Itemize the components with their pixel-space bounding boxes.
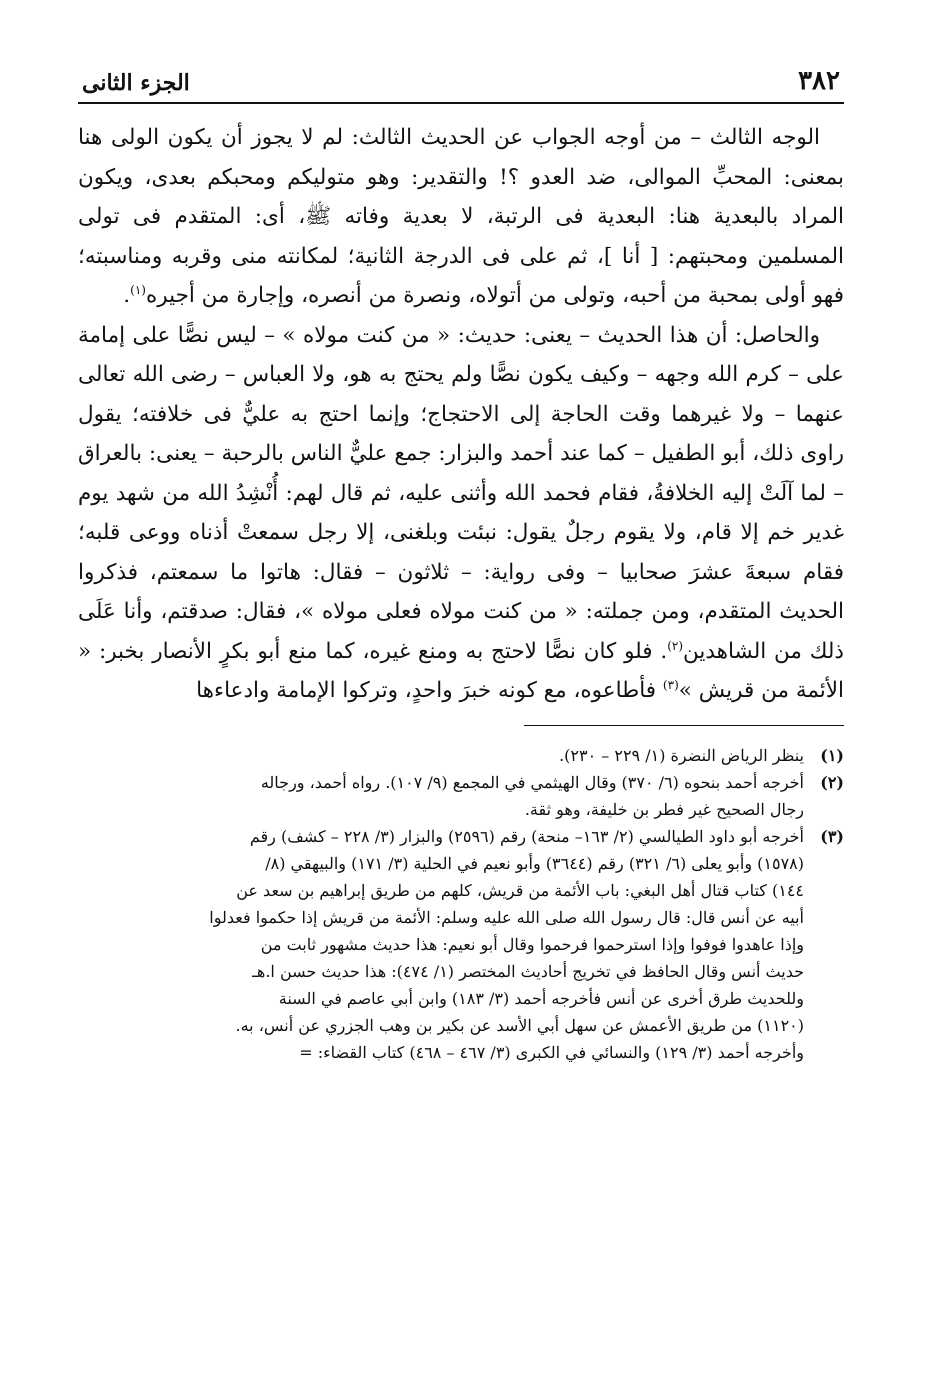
page-number: ٣٨٢ xyxy=(798,66,840,96)
footnote-line: أبيه عن أنس قال: قال رسول الله صلى الله عليه وسلم: الأئمة من قريش إذا حكموا فعدلوا xyxy=(209,907,804,927)
footnote-number: (١) xyxy=(820,745,844,765)
paragraph-2-text-c: فأطاعوه، مع كونه خبرَ واحدٍ، وتركوا الإمامة وادعاءها xyxy=(196,678,663,703)
footnote-separator xyxy=(524,725,844,726)
paragraph-1-text: الوجه الثالث – من أوجه الجواب عن الحديث الثالث: لم لا يجوز أن يكون الولى هنا بمعنى: المحبِّ الموالى، ضد العدو ؟! والتقدير: وهو متوليكم ومحبكم بعدى، ويكون المراد بالبعدية هنا: البعدية فى الرتبة، لا بعدية وفاته ﷺ، أى: المتقدم فى تولى المسلمين ومحبتهم: [ أنا ]، ثم على فى الدرجة الثانية؛ لمكانته منى وقربه ومناسبته؛ فهو أولى بمحبة من أحبه، وتولى من أتولاه، ونصرة من أنصره، وإجارة من أجيره xyxy=(78,125,844,308)
footnote-line: (١٥٧٨) وأبو يعلى (٦/ ٣٢١) رقم (٣٦٤٤) وأبو نعيم في الحلية (٣/ ١٧١) والبيهقي (٨/ xyxy=(265,853,804,873)
footnote-line: أخرجه أبو داود الطيالسي (٢/ ١٦٣– منحة) رقم (٢٥٩٦) والبزار (٣/ ٢٢٨ – كشف) رقم xyxy=(249,826,804,846)
footnote-ref-3: (٣) xyxy=(662,677,679,692)
book-page xyxy=(78,52,844,1066)
footnote-text xyxy=(78,742,804,769)
footnote-ref-1: (١) xyxy=(130,282,146,297)
running-title: الجزء الثانى xyxy=(82,70,190,96)
footnote-1 xyxy=(78,742,844,769)
footnote-line: ١٤٤) كتاب قتال أهل البغي: باب الأئمة من قريش، كلهم من طريق إبراهيم بن سعد عن xyxy=(236,880,804,900)
page-header xyxy=(78,52,844,104)
paragraph-1-end: . xyxy=(123,283,131,308)
footnotes xyxy=(78,742,844,1066)
footnote-number: (٣) xyxy=(820,826,844,846)
footnote-ref-2: (٢) xyxy=(667,638,684,653)
footnote-text xyxy=(78,769,804,823)
footnote-line: (١١٢٠) من طريق الأعمش عن سهل أبي الأسد عن بكير بن وهب الجزري عن أنس، به. xyxy=(235,1015,804,1035)
footnote-line: وللحديث طرق أخرى عن أنس فأخرجه أحمد (٣/ ١٨٣) وابن أبي عاصم في السنة xyxy=(278,988,804,1008)
footnote-line: وإذا عاهدوا فوفوا وإذا استرحموا فرحموا وقال أبو نعيم: هذا حديث مشهور ثابت من xyxy=(260,934,804,954)
footnote-text xyxy=(78,823,804,1066)
footnote-2 xyxy=(78,769,844,823)
footnote-line: حديث أنس وقال الحافظ في تخريج أحاديث المختصر (١/ ٤٧٤): هذا حديث حسن ا.هـ xyxy=(252,961,804,981)
footnote-line: أخرجه أحمد بنحوه (٦/ ٣٧٠) وقال الهيثمي في المجمع (٩/ ١٠٧). رواه أحمد، ورجاله xyxy=(260,772,804,792)
paragraph-2-text-a: والحاصل: أن هذا الحديث – يعنى: حديث: « من كنت مولاه » – ليس نصًّا على إمامة على – كرم الله وجهه – وكيف يكون نصًّا ولم يحتج به هو، ولا العباس – رضى الله تعالى عنهما – ولا غيرهما وقت الحاجة إلى الاحتجاج؛ وإنما احتج به عليٌّ فى خلافته؛ يقول راوى ذلك، أبو الطفيل – كما عند أحمد والبزار: جمع عليٌّ الناس بالرحبة – يعنى: بالعراق – لما آلَتْ إليه الخلافةُ، فقام فحمد الله وأثنى عليه، ثم قال لهم: أُنْشِدُ الله من شهد يوم غدير خم إلا قام، ولا يقوم رجلٌ يقول: نبئت وبلغنى، إلا رجل سمعتْ أذناه ووعى قلبه؛ فقام سبعةَ عشرَ صحابيا – وفى رواية: – ثلاثون – فقال: هاتوا ما سمعتم، فذكروا الحديث المتقدم، ومن جملته: « من كنت مولاه فعلى مولاه »، فقال: صدقتم، وأنا عَلَى ذلك من الشاهدين xyxy=(78,322,844,664)
main-text xyxy=(78,118,844,711)
footnote-line: وأخرجه أحمد (٣/ ١٢٩) والنسائي في الكبرى (٣/ ٤٦٧ – ٤٦٨) كتاب القضاء: = xyxy=(299,1042,804,1062)
footnote-3 xyxy=(78,823,844,1066)
footnote-number: (٢) xyxy=(820,772,844,792)
footnote-line: رجال الصحيح غير فطر بن خليفة، وهو ثقة. xyxy=(524,799,804,819)
footnote-line: ينظر الرياض النضرة (١/ ٢٢٩ – ٢٣٠). xyxy=(559,745,804,765)
paragraph-2 xyxy=(78,316,844,711)
paragraph-1 xyxy=(78,118,844,316)
paragraph-2-text-b: . فلو كان نصًّا لاحتج به ومنع غيره، كما منع أبو بكرٍ الأنصار بخبر: « الأئمة من قريش » xyxy=(78,638,844,703)
